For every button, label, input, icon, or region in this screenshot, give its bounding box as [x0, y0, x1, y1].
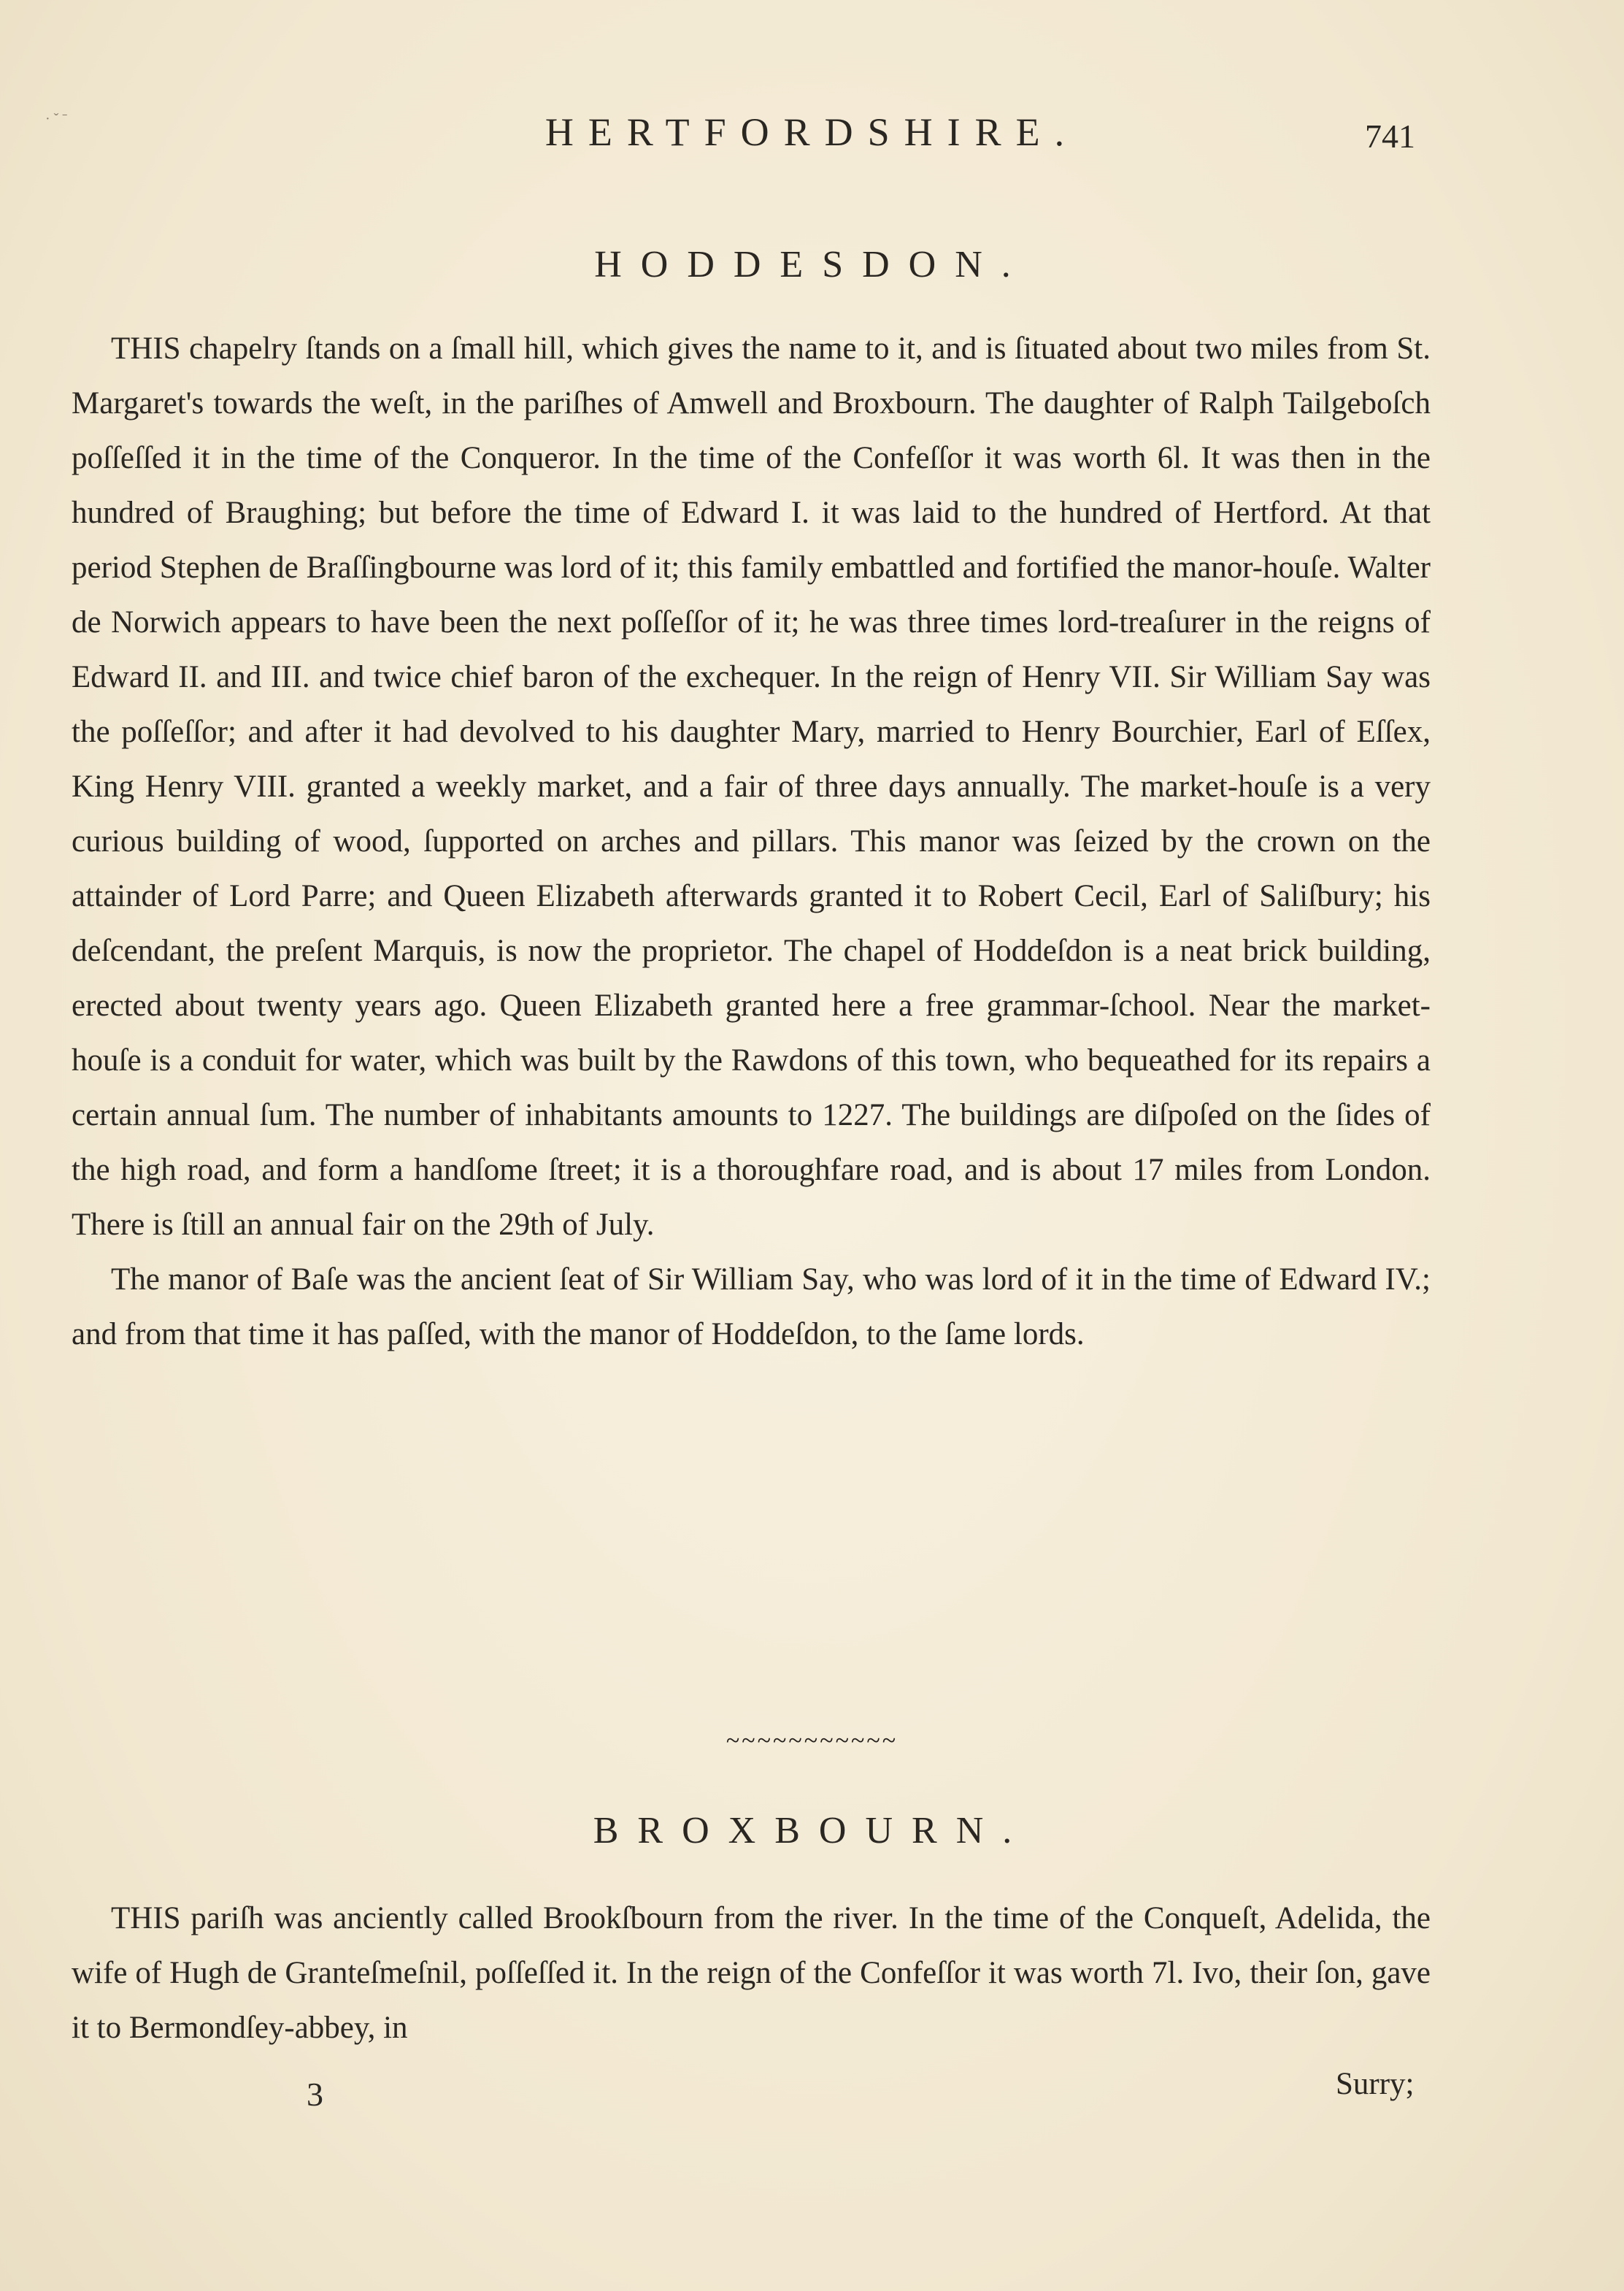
paragraph: The manor of Baſe was the ancient ſeat of Sir William Say, who was lord of it in the time of Edward IV.; and from that time it has paſſed, with the manor of Hoddeſdon, to the ſame lords.	[72, 1262, 1431, 1351]
hoddesdon-body	[72, 321, 1431, 1362]
margin-marks: · ˇ ˉ	[45, 111, 67, 127]
running-head: HERTFORDSHIRE.	[544, 110, 1080, 154]
catchword: Surry;	[1336, 2067, 1415, 2101]
paragraph: THIS chapelry ſtands on a ſmall hill, which gives the name to it, and is ſituated about two miles from St. Margaret's towards the weſt, in the pariſhes of Amwell and Broxbourn. The daughter of Ralph Tailgeboſch poſſeſſed it in the time of the Conqueror. In the time of the Confeſſor it was worth 6l. It was then in the hundred of Braughing; but before the time of Edward I. it was laid to the hundred of Hertford. At that period Stephen de Braſſingbourne was lord of it; this family embattled and fortified the manor-houſe. Walter de Norwich appears to have been the next poſſeſſor of it; he was three times lord-treaſurer in the reigns of Edward II. and III. and twice chief baron of the exchequer. In the reign of Henry VII. Sir William Say was the poſſeſſor; and after it had devolved to his daughter Mary, married to Henry Bourchier, Earl of Eſſex, King Henry VIII. granted a weekly market, and a fair of three days annually. The market-houſe is a very curious building of wood, ſupported on arches and pillars. This manor was ſeized by the crown on the attainder of Lord Parre; and Queen Elizabeth afterwards granted it to Robert Cecil, Earl of Saliſbury; his deſcendant, the preſent Marquis, is now the proprietor. The chapel of Hoddeſdon is a neat brick building, erected about twenty years ago. Queen Elizabeth granted here a free grammar-ſchool. Near the market-houſe is a conduit for water, which was built by the Rawdons of this town, who bequeathed for its repairs a certain annual ſum. The number of inhabitants amounts to 1227. The buildings are diſpoſed on the ſides of the high road, and form a handſome ſtreet; it is a thoroughfare road, and is about 17 miles from London. There is ſtill an annual fair on the 29th of July.	[72, 331, 1431, 1242]
broxbourn-body	[72, 1891, 1431, 2055]
section-title-hoddesdon: HODDESDON.	[594, 244, 1030, 285]
paragraph: THIS pariſh was anciently called Brookſbourn from the river. In the time of the Conqueſt, Adelida, the wife of Hugh de Granteſmeſnil, poſſeſſed it. In the reign of the Confeſſor it was worth 7l. Ivo, their ſon, gave it to Bermondſey-abbey, in	[72, 1901, 1431, 2045]
page-number: 741	[1365, 118, 1415, 155]
signature-mark: 3	[307, 2076, 323, 2113]
section-divider-ornament: ~~~~~~~~~~~	[726, 1727, 898, 1754]
section-title-broxbourn: BROXBOURN.	[593, 1810, 1031, 1851]
